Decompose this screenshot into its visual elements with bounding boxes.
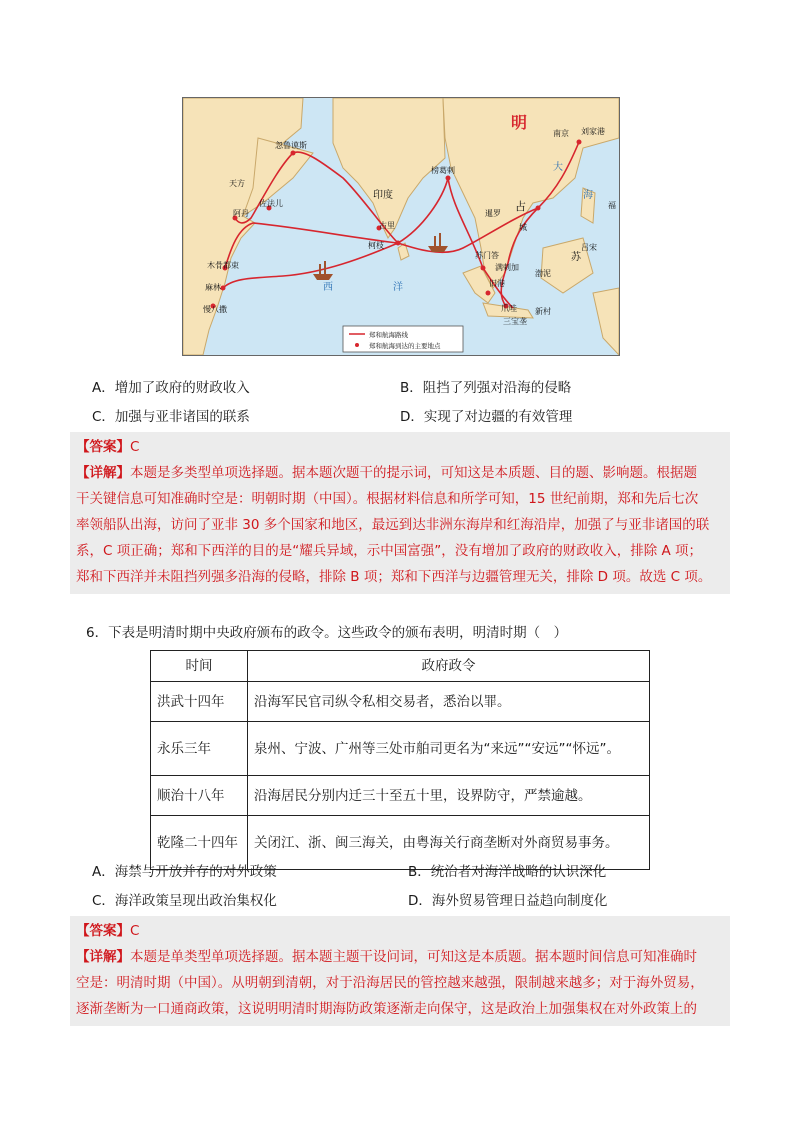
q6-option-d: D．海外贸易管理日益趋向制度化	[408, 893, 608, 909]
svg-text:大: 大	[553, 162, 563, 173]
svg-text:海: 海	[583, 190, 593, 201]
q6-option-a: A．海禁与开放并存的对外政策	[92, 864, 277, 880]
table-row	[151, 682, 650, 722]
svg-text:暹罗: 暹罗	[485, 209, 501, 218]
row-policy: 泉州、宁波、广州等三处市舶司更名为“来远”“安远”“怀远”。	[248, 722, 650, 776]
svg-text:印度: 印度	[373, 190, 393, 201]
svg-text:柯枝: 柯枝	[368, 241, 384, 250]
row-policy: 关闭江、浙、闽三海关，由粤海关行商垄断对外商贸易事务。	[248, 816, 650, 870]
row-time: 永乐三年	[151, 722, 248, 776]
svg-text:爪哇: 爪哇	[501, 304, 517, 313]
q5-answer: 【答案】C	[76, 439, 140, 455]
svg-text:苏: 苏	[571, 252, 581, 263]
q6-detail: 【详解】本题是单类型单项选择题。据本题主题干设问词，可知这是本质题。据本题时间信息可知准确时 空是：明清时期（中国）。从明朝到清朝，对于沿海居民的管控越来越强，限制越来越多；对于海外贸易， 逐渐垄断为一口通商政策，这说明明清时期海防政策逐渐走向保守，这是政治上加强集权在对外政策上的	[76, 949, 704, 1017]
table-header-row	[151, 651, 650, 682]
svg-text:佐法儿: 佐法儿	[259, 199, 283, 208]
svg-text:刘家港: 刘家港	[581, 127, 605, 136]
q5-option-c: C．加强与亚非诸国的联系	[92, 409, 250, 425]
q5-answer-box	[70, 432, 730, 594]
row-time: 洪武十四年	[151, 682, 248, 722]
q5-option-b: B．阻挡了列强对沿海的侵略	[400, 380, 572, 396]
header-time: 时间	[151, 651, 248, 682]
svg-text:郑和航海路线: 郑和航海路线	[369, 331, 408, 339]
svg-text:古里: 古里	[379, 221, 395, 230]
q6-policy-table	[150, 650, 650, 870]
svg-text:榜葛剌: 榜葛剌	[431, 166, 455, 175]
svg-text:洋: 洋	[393, 282, 403, 293]
svg-text:满剌加: 满剌加	[495, 263, 519, 272]
svg-text:明: 明	[511, 113, 528, 132]
svg-text:西: 西	[323, 282, 333, 293]
svg-text:城: 城	[519, 223, 527, 232]
svg-text:渤泥: 渤泥	[535, 269, 551, 278]
q5-detail: 【详解】本题是多类型单项选择题。据本题次题干的提示词，可知这是本质题、目的题、影响题。根据题 干关键信息可知准确时空是：明朝时期（中国）。根据材料信息和所学可知，15 世纪前期，郑和先后七次 率领船队出海，访问了亚非 30 多个国家和地区，最远到达非洲东海岸和红海沿岸，加强了与亚非诸国的联 系，C 项正确；郑和下西洋的目的是“耀兵异域，示中国富强”，没有增加了政府的财政收入，排除 A 项； 郑和下西洋并未阻挡列强多沿海的侵略，排除 B 项；郑和下西洋与边疆管理无关，排除 D 项。故选 C 项。	[76, 465, 712, 585]
row-time: 顺治十八年	[151, 776, 248, 816]
row-policy: 沿海居民分别内迁三十至五十里，设界防守，严禁逾越。	[248, 776, 650, 816]
row-time: 乾隆二十四年	[151, 816, 248, 870]
svg-text:新村: 新村	[535, 307, 551, 316]
svg-text:占: 占	[515, 200, 526, 213]
svg-text:忽鲁谟斯: 忽鲁谟斯	[275, 141, 307, 150]
q5-option-a: A．增加了政府的财政收入	[92, 380, 250, 396]
table-row	[151, 776, 650, 816]
svg-text:三宝垄: 三宝垄	[503, 317, 527, 326]
svg-text:阿丹: 阿丹	[233, 209, 249, 218]
svg-text:麻林: 麻林	[205, 283, 221, 292]
q5-option-d: D．实现了对边疆的有效管理	[400, 409, 573, 425]
svg-text:苏门答: 苏门答	[475, 251, 499, 260]
svg-text:吕宋: 吕宋	[581, 243, 597, 252]
svg-text:旧港: 旧港	[489, 279, 505, 288]
svg-text:木骨都束: 木骨都束	[207, 261, 239, 270]
q6-option-b: B．统治者对海洋战略的认识深化	[408, 864, 607, 880]
zheng-he-voyage-map	[182, 97, 620, 356]
q6-stem: 6．下表是明清时期中央政府颁布的政令。这些政令的颁布表明，明清时期（ ）	[86, 625, 568, 641]
q6-answer: 【答案】C	[76, 923, 140, 939]
svg-text:南京: 南京	[553, 129, 569, 138]
svg-text:郑和航海到达的主要地点: 郑和航海到达的主要地点	[369, 342, 441, 350]
table-row	[151, 722, 650, 776]
row-policy: 沿海军民官司纵令私相交易者，悉治以罪。	[248, 682, 650, 722]
header-policy: 政府政令	[248, 651, 650, 682]
svg-text:慢八撒: 慢八撒	[203, 305, 227, 314]
q6-answer-box	[70, 916, 730, 1026]
q6-option-c: C．海洋政策呈现出政治集权化	[92, 893, 277, 909]
svg-text:天方: 天方	[229, 179, 245, 188]
svg-text:福: 福	[608, 201, 616, 210]
